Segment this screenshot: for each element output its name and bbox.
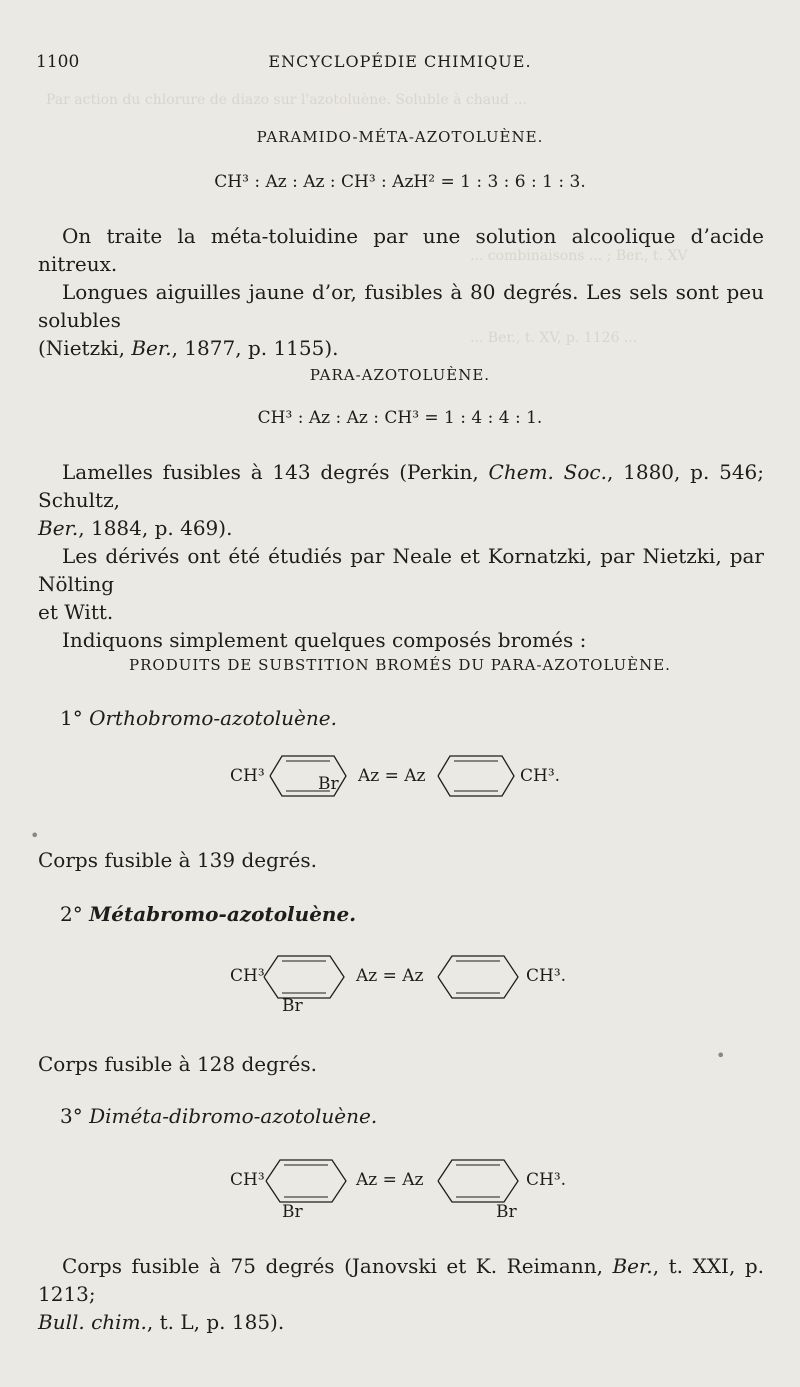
journal-name: Ber. [131, 336, 172, 360]
text-span: Lamelles fusibles à 143 degrés (Perkin, [62, 460, 489, 484]
text-line: Indiquons simplement quelques composés bromés : [62, 628, 587, 652]
paragraph [38, 1252, 764, 1336]
bromo-substituent: Br [318, 774, 339, 794]
journal-name: Ber. [612, 1254, 653, 1278]
bleed-through-text: ... combinaisons ... ; Ber., t. XV [470, 248, 688, 264]
text-line [38, 458, 764, 514]
formula: CH³ : Az : Az : CH³ = 1 : 4 : 4 : 1. [257, 408, 543, 428]
compound-name: Diméta-dibromo-azotoluène. [89, 1104, 378, 1128]
margin-mark: • [716, 1046, 726, 1065]
azo-bridge: Az = Az [356, 966, 424, 986]
item-number: 1° [60, 706, 83, 730]
text-line [38, 334, 764, 362]
bleed-through-text: Par action du chlorure de diazo sur l'azotoluène. Soluble à chaud ... [46, 92, 527, 108]
methyl-group-right: CH³. [520, 766, 561, 786]
methyl-group-left: CH³ [230, 966, 265, 986]
text-line [38, 1252, 764, 1308]
formula: CH³ : Az : Az : CH³ : AzH² = 1 : 3 : 6 : 1 : 3. [214, 172, 586, 192]
text-line: Corps fusible à 139 degrés. [38, 848, 317, 872]
paragraph [38, 222, 764, 362]
compound-item-title [60, 902, 356, 926]
section-heading: PARAMIDO-MÉTA-AZOTOLUÈNE. [256, 128, 544, 146]
compound-item-title [60, 1104, 377, 1128]
text-span: (Nietzki, [38, 336, 132, 360]
compound-name: Métabromo-azotoluène. [89, 902, 357, 926]
compound-name: Orthobromo-azotoluène. [89, 706, 337, 730]
text-span: , 1884, p. 469). [78, 516, 233, 540]
running-title: ENCYCLOPÉDIE CHIMIQUE. [268, 52, 532, 71]
benzene-ring [262, 954, 346, 1000]
text-line: Longues aiguilles jaune d’or, fusibles à 80 degrés. Les sels sont peu solubles [38, 280, 764, 332]
paragraph [38, 458, 764, 654]
page-number: 1100 [36, 52, 80, 72]
azo-bridge: Az = Az [358, 766, 426, 786]
text-line: Les dérivés ont été étudiés par Neale et Kornatzki, par Nietzki, par Nölting [38, 544, 764, 596]
methyl-group-right: CH³. [526, 966, 567, 986]
bromo-substituent: Br [282, 996, 303, 1016]
benzene-ring [436, 754, 516, 798]
description [38, 1050, 764, 1078]
text-line [38, 1308, 764, 1336]
methyl-group-right: CH³. [526, 1170, 567, 1190]
methyl-group-left: CH³ [230, 1170, 265, 1190]
item-number: 2° [60, 902, 83, 926]
methyl-group-left: CH³ [230, 766, 265, 786]
section-heading: PARA-AZOTOLUÈNE. [309, 366, 491, 384]
text-span: , t. L, p. 185). [146, 1310, 285, 1334]
azo-bridge: Az = Az [356, 1170, 424, 1190]
benzene-ring [264, 1158, 348, 1204]
bleed-through-text: ... Ber., t. XV, p. 1126 ... [470, 330, 638, 346]
journal-name: Bull. chim. [38, 1310, 147, 1334]
benzene-ring [436, 1158, 520, 1204]
text-line: Corps fusible à 128 degrés. [38, 1052, 317, 1076]
description [38, 846, 764, 874]
bromo-substituent: Br [282, 1202, 303, 1222]
margin-mark: • [30, 826, 40, 845]
section-heading: PRODUITS DE SUBSTITION BROMÉS DU PARA-AZOTOLUÈNE. [129, 656, 671, 674]
text-span: Corps fusible à 75 degrés (Janovski et K. Reimann, [62, 1254, 613, 1278]
text-span: , 1877, p. 1155). [171, 336, 339, 360]
text-line: On traite la méta-toluidine par une solution alcoolique d’acide nitreux. [38, 224, 764, 276]
text-line [38, 514, 764, 542]
benzene-ring [436, 954, 520, 1000]
journal-name: Chem. Soc. [488, 460, 607, 484]
item-number: 3° [60, 1104, 83, 1128]
text-span: , t. XXI, p. 1213; [38, 1254, 765, 1306]
bromo-substituent: Br [496, 1202, 517, 1222]
compound-item-title [60, 706, 337, 730]
text-line: et Witt. [38, 600, 114, 624]
journal-name: Ber. [38, 516, 79, 540]
text-span: , 1880, p. 546; Schultz, [38, 460, 765, 512]
